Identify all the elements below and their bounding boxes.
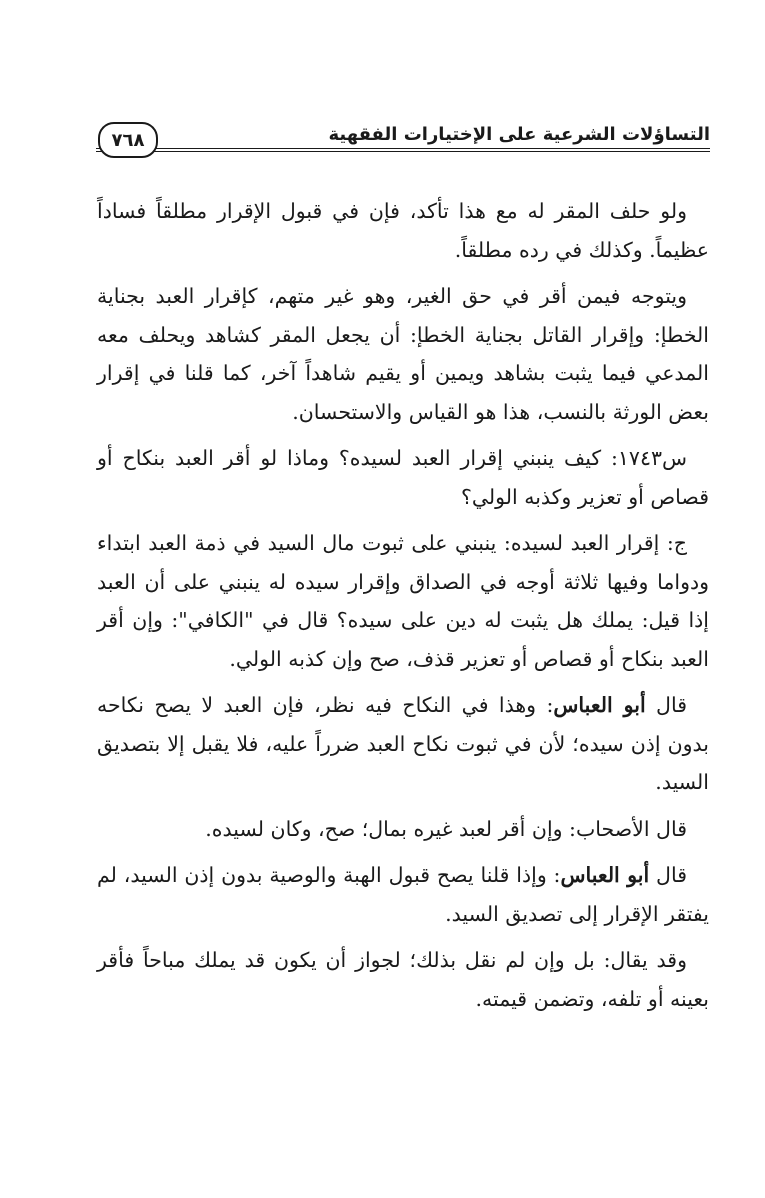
- paragraph: ويتوجه فيمن أقر في حق الغير، وهو غير متهم، كإقرار العبد بجناية الخطإ: وإقرار القاتل بجناية الخطإ: أن يجعل المقر كشاهد ويحلف معه المدعي فيما يثبت بشاهد ويمين أو يقيم شاهداً آخر، كما قلنا في إقرار بعض الورثة بالنسب، هذا هو القياس والاستحسان.: [97, 284, 709, 424]
- book-title: التساؤلات الشرعية على الإختيارات الفقهية: [328, 124, 710, 145]
- page-body: [97, 192, 709, 1026]
- page-number-badge: [98, 122, 158, 158]
- paragraph: قال أبو العباس: وهذا في النكاح فيه نظر، فإن العبد لا يصح نكاحه بدون إذن سيده؛ لأن في ثبوت نكاح العبد ضرراً عليه، فلا يقبل إلا بتصديق السيد.: [97, 693, 709, 794]
- paragraph: ولو حلف المقر له مع هذا تأكد، فإن في قبول الإقرار مطلقاً فساداً عظيماً. وكذلك في رده مطلقاً.: [97, 199, 709, 262]
- paragraph: وقد يقال: بل وإن لم نقل بذلك؛ لجواز أن يكون قد يملك مباحاً فأقر بعينه أو تلفه، وتضمن قيمته.: [97, 948, 709, 1011]
- paragraph: قال الأصحاب: وإن أقر لعبد غيره بمال؛ صح، وكان لسيده.: [205, 816, 687, 841]
- page-number: ٧٦٨: [111, 129, 145, 151]
- running-header: [96, 118, 710, 164]
- author-name: أبو العباس: [553, 693, 646, 717]
- answer-paragraph: ج: إقرار العبد لسيده: ينبني على ثبوت مال السيد في ذمة العبد ابتداء ودواما وفيها ثلاثة أوجه في الصداق وإقرار سيده له ينبني على أن العبد إذا قيل: يملك هل يثبت له دين على سيده؟ قال في "الكافي": وإن أقر العبد بنكاح أو قصاص أو تعزير قذف، صح وإن كذبه الولي.: [97, 531, 709, 671]
- paragraph: قال أبو العباس: وإذا قلنا يصح قبول الهبة والوصية بدون إذن السيد، لم يفتقر الإقرار إلى تصديق السيد.: [97, 863, 709, 926]
- author-name: أبو العباس: [560, 863, 650, 887]
- question-paragraph: س١٧٤٣: كيف ينبني إقرار العبد لسيده؟ وماذا لو أقر العبد بنكاح أو قصاص أو تعزير وكذبه الولي؟: [97, 446, 709, 509]
- header-rule: [96, 148, 710, 152]
